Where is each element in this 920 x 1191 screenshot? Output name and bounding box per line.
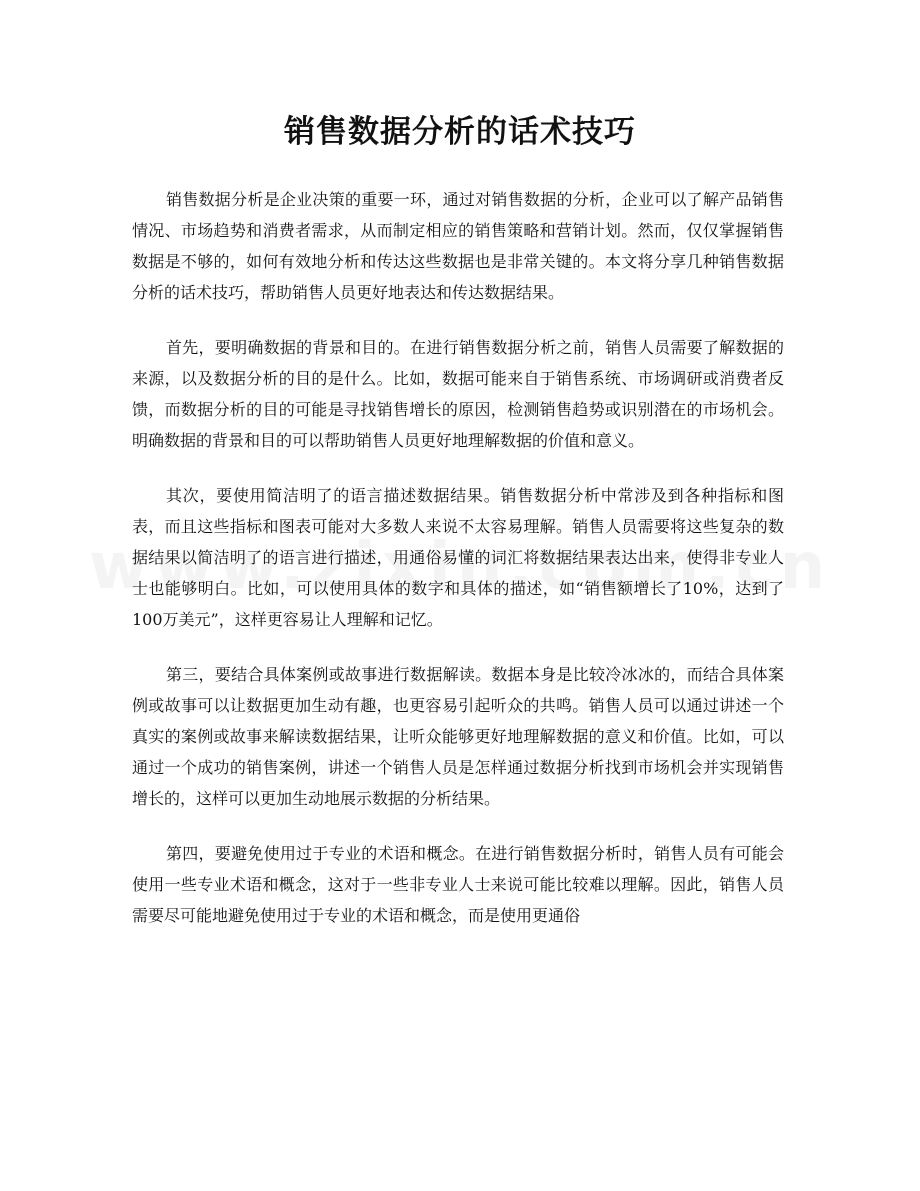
paragraph-intro: 销售数据分析是企业决策的重要一环，通过对销售数据的分析，企业可以了解产品销售情况、市场趋势和消费者需求，从而制定相应的销售策略和营销计划。然而，仅仅掌握销售数据是不够的，如何有效地分析和传达这些数据也是非常关键的。本文将分享几种销售数据分析的话术技巧，帮助销售人员更好地表达和传达数据结果。 <box>132 190 784 302</box>
paragraph-fourth: 第四，要避免使用过于专业的术语和概念。在进行销售数据分析时，销售人员有可能会使用一些专业术语和概念，这对于一些非专业人士来说可能比较难以理解。因此，销售人员需要尽可能地避免使用过于专业的术语和概念，而是使用更通俗 <box>132 844 784 925</box>
paragraph-first: 首先，要明确数据的背景和目的。在进行销售数据分析之前，销售人员需要了解数据的来源，以及数据分析的目的是什么。比如，数据可能来自于销售系统、市场调研或消费者反馈，而数据分析的目的可能是寻找销售增长的原因，检测销售趋势或识别潜在的市场机会。明确数据的背景和目的可以帮助销售人员更好地理解数据的价值和意义。 <box>132 338 784 450</box>
document-body <box>132 184 784 955</box>
paragraph-third: 第三，要结合具体案例或故事进行数据解读。数据本身是比较冷冰冰的，而结合具体案例或故事可以让数据更加生动有趣，也更容易引起听众的共鸣。销售人员可以通过讲述一个真实的案例或故事来解读数据结果，让听众能够更好地理解数据的意义和价值。比如，可以通过一个成功的销售案例，讲述一个销售人员是怎样通过数据分析找到市场机会并实现销售增长的，这样可以更加生动地展示数据的分析结果。 <box>132 665 784 808</box>
paragraph-second: 其次，要使用简洁明了的语言描述数据结果。销售数据分析中常涉及到各种指标和图表，而且这些指标和图表可能对大多数人来说不太容易理解。销售人员需要将这些复杂的数据结果以简洁明了的语言进行描述，用通俗易懂的词汇将数据结果表达出来，使得非专业人士也能够明白。比如，可以使用具体的数字和具体的描述，如“销售额增长了10%，达到了100万美元”，这样更容易让人理解和记忆。 <box>132 486 784 629</box>
document-title: 销售数据分析的话术技巧 <box>284 114 636 150</box>
